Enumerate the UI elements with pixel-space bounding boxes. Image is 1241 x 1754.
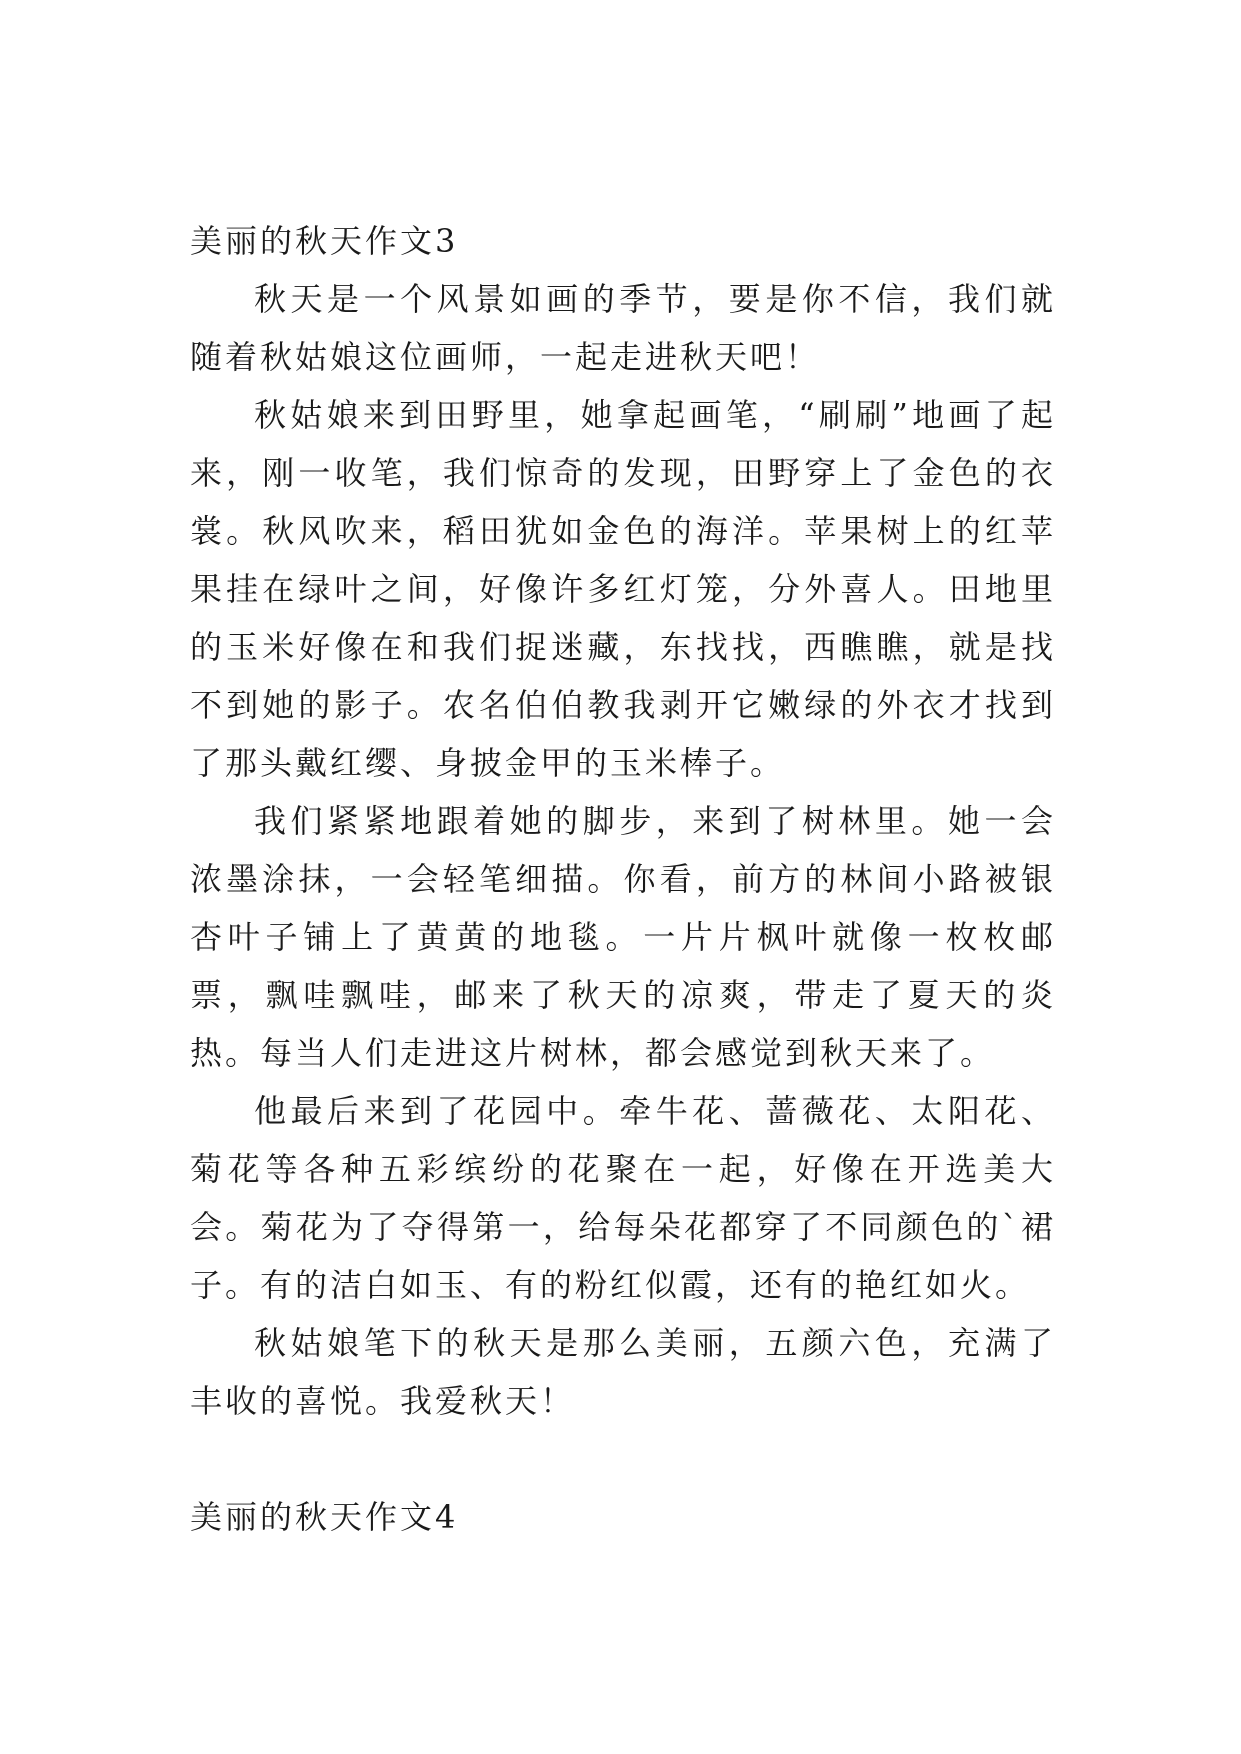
paragraph: 他最后来到了花园中。牵牛花、蔷薇花、太阳花、菊花等各种五彩缤纷的花聚在一起，好像在开选美大会。菊花为了夺得第一，给每朵花都穿了不同颜色的`裙子。有的洁白如玉、有的粉红似霞，还有的艳红如火。 — [190, 1092, 1056, 1304]
paragraph: 秋天是一个风景如画的季节，要是你不信，我们就随着秋姑娘这位画师，一起走进秋天吧！ — [190, 280, 1056, 376]
section-title: 美丽的秋天作文3 — [190, 222, 459, 260]
section-title: 美丽的秋天作文4 — [190, 1498, 459, 1536]
paragraph: 秋姑娘笔下的秋天是那么美丽，五颜六色，充满了丰收的喜悦。我爱秋天！ — [190, 1324, 1056, 1420]
paragraph: 秋姑娘来到田野里，她拿起画笔，“刷刷”地画了起来，刚一收笔，我们惊奇的发现，田野穿上了金色的衣裳。秋风吹来，稻田犹如金色的海洋。苹果树上的红苹果挂在绿叶之间，好像许多红灯笼，分外喜人。田地里的玉米好像在和我们捉迷藏，东找找，西瞧瞧，就是找不到她的影子。农名伯伯教我剥开它嫩绿的外衣才找到了那头戴红缨、身披金甲的玉米棒子。 — [190, 396, 1056, 782]
document-body — [190, 212, 1056, 1546]
section-spacer — [190, 1430, 1056, 1488]
paragraph: 我们紧紧地跟着她的脚步，来到了树林里。她一会浓墨涂抹，一会轻笔细描。你看，前方的林间小路被银杏叶子铺上了黄黄的地毯。一片片枫叶就像一枚枚邮票，飘哇飘哇，邮来了秋天的凉爽，带走了夏天的炎热。每当人们走进这片树林，都会感觉到秋天来了。 — [190, 802, 1056, 1072]
